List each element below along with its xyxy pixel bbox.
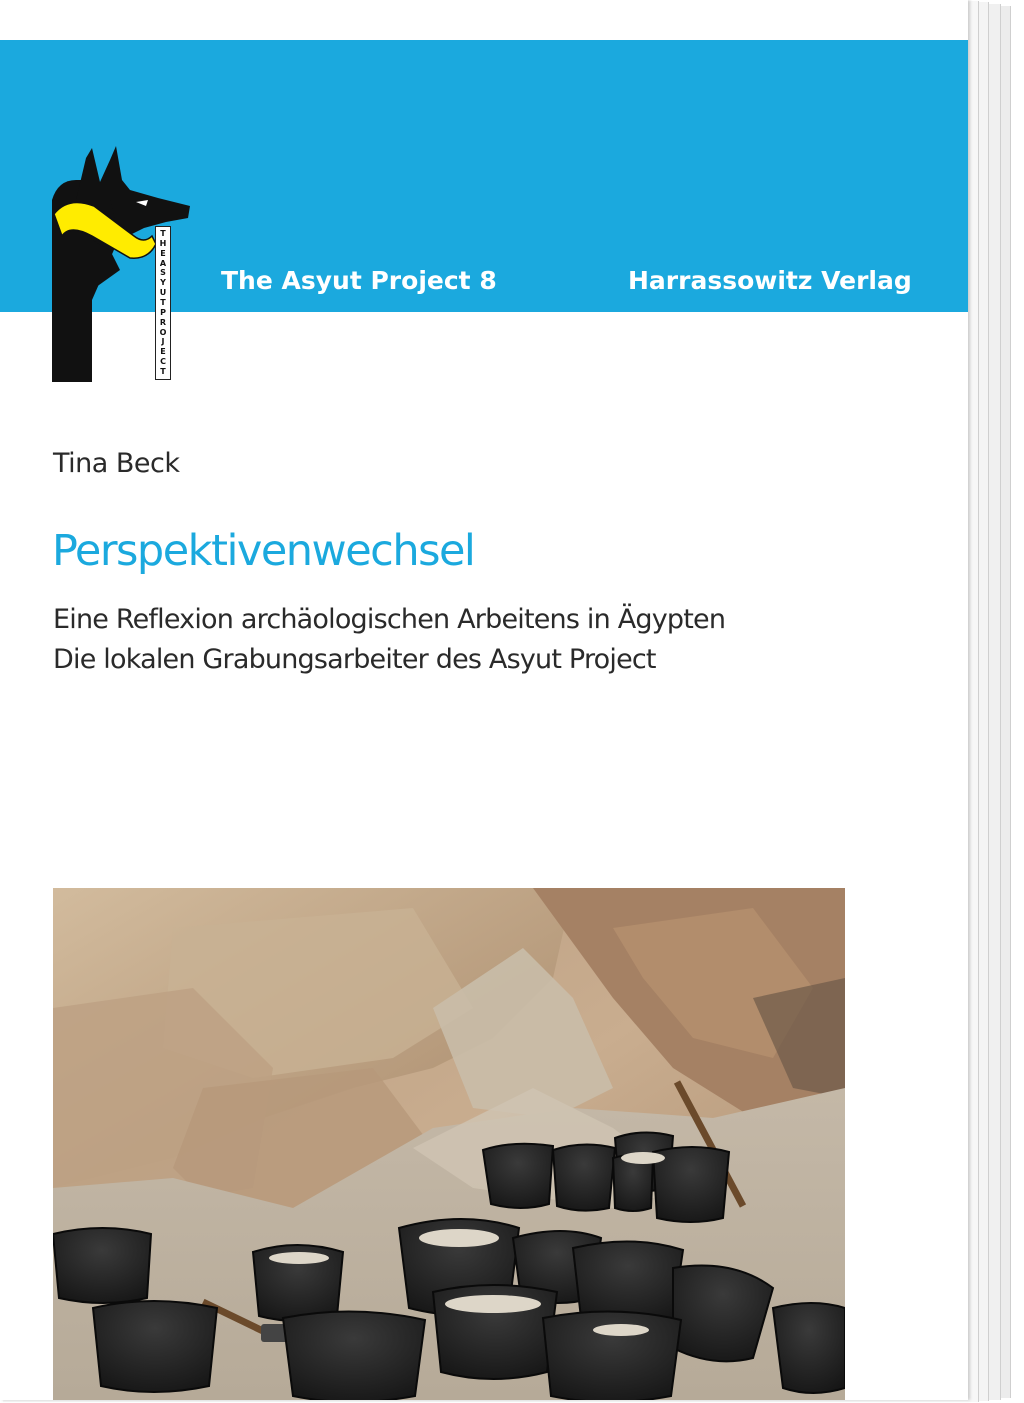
anubis-logo-icon: [48, 140, 198, 384]
series-title: The Asyut Project 8: [221, 266, 497, 295]
logo-letter: T: [160, 297, 166, 307]
subtitle-line-1: Eine Reflexion archäologischen Arbeitens in Ägypten: [53, 604, 726, 635]
logo-letter: S: [160, 268, 166, 278]
logo-letter: A: [159, 258, 167, 268]
logo-letter: J: [161, 337, 165, 347]
logo-letter: R: [159, 317, 167, 327]
cover-top-margin: [0, 0, 968, 40]
logo-letter: T: [160, 366, 166, 376]
author-name: Tina Beck: [53, 448, 180, 479]
logo-letter: E: [160, 347, 166, 357]
logo-letter: Y: [160, 278, 166, 288]
book-title: Perspektivenwechsel: [52, 526, 475, 576]
excavation-photo: [53, 888, 845, 1400]
logo-letter: E: [160, 248, 166, 258]
logo-letter: H: [159, 238, 167, 248]
logo-letter: U: [159, 288, 167, 298]
logo-letter: P: [160, 307, 166, 317]
logo-letter: T: [160, 228, 166, 238]
logo-vertical-label: [155, 226, 171, 380]
publisher-name: Harrassowitz Verlag: [628, 266, 912, 295]
subtitle-line-2: Die lokalen Grabungsarbeiter des Asyut Project: [53, 644, 656, 675]
logo-letter: C: [160, 357, 166, 367]
logo-letter: O: [159, 327, 167, 337]
